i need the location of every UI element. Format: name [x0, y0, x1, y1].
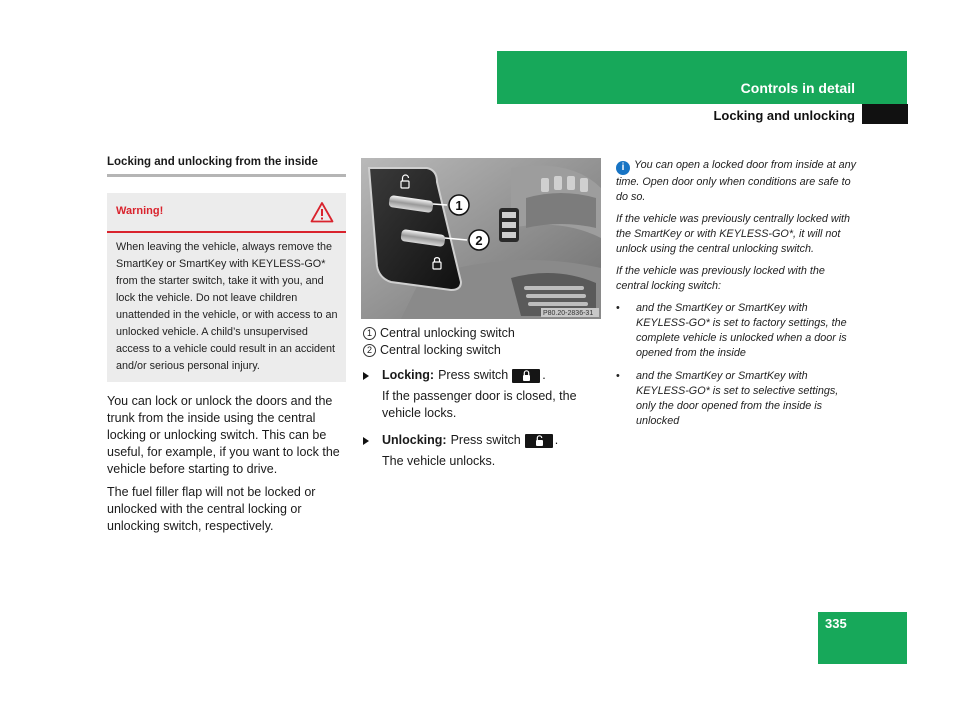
arrow-bullet-icon — [363, 437, 369, 445]
section-title: Controls in detail — [740, 80, 855, 96]
list-item-text: and the SmartKey or SmartKey with KEYLESS-GO* is set to factory settings, the complete vehicle is unlocked when a door is opened from the inside — [636, 301, 847, 359]
header-bar — [497, 51, 907, 104]
column-heading: Locking and unlocking from the inside — [107, 156, 318, 168]
legend-number: 1 — [363, 327, 376, 340]
step-unlocking: Unlocking: Press switch . — [363, 432, 603, 449]
legend-item — [363, 342, 515, 359]
list-item — [616, 301, 858, 361]
info-note — [616, 158, 858, 205]
paragraph: You can lock or unlock the doors and the trunk from the inside using the central locking or unlocking switch. This can be useful, for example, if you want to lock the vehicle before starting to drive. — [107, 394, 340, 476]
page-number-box — [818, 612, 907, 664]
step-name: Locking: — [382, 368, 435, 382]
info-text: You can open a locked door from inside at any time. Open door only when conditions are safe to do so. — [616, 159, 857, 203]
warning-box — [107, 193, 346, 382]
callout-2: 2 — [475, 233, 483, 248]
chapter-tab — [862, 104, 908, 124]
legend-label: Central unlocking switch — [380, 326, 515, 340]
legend-label: Central locking switch — [380, 343, 501, 357]
warning-header — [107, 193, 346, 233]
info-icon: i — [616, 161, 630, 175]
warning-triangle-icon — [310, 201, 334, 223]
list-item-text: and the SmartKey or SmartKey with KEYLESS-GO* is set to selective settings, only the door opened from the inside is unlocked — [636, 369, 839, 427]
bullet-icon: • — [616, 369, 620, 382]
legend-item — [363, 325, 515, 342]
notes-column — [616, 158, 858, 437]
instruction-steps — [363, 367, 603, 480]
step-result: The vehicle unlocks. — [382, 454, 496, 468]
unlock-switch-icon — [525, 434, 553, 448]
step-text: Press switch — [438, 368, 509, 382]
arrow-bullet-icon — [363, 372, 369, 380]
legend-number: 2 — [363, 344, 376, 357]
legend — [363, 325, 515, 359]
door-switch-illustration — [361, 158, 601, 319]
photo-code: P80.20-2836-31 — [543, 310, 594, 317]
callout-1: 1 — [455, 198, 463, 213]
step-text: Press switch — [450, 433, 521, 447]
bullet-icon: • — [616, 301, 620, 314]
page-number: 335 — [825, 616, 847, 631]
step-name: Unlocking: — [382, 433, 447, 447]
warning-title: Warning! — [116, 205, 164, 217]
step-result: If the passenger door is closed, the vehicle locks. — [382, 389, 577, 420]
note-paragraph: If the vehicle was previously centrally locked with the SmartKey or with KEYLESS-GO*, it will not unlock using the central unlocking switch. — [616, 212, 851, 255]
lock-switch-icon — [512, 369, 540, 383]
note-paragraph: If the vehicle was previously locked with the central locking switch: — [616, 264, 825, 292]
left-body — [107, 393, 347, 541]
door-switch-photo — [361, 158, 601, 319]
paragraph: The fuel filler flap will not be locked or unlocked with the central locking or unlocking switch, respectively. — [107, 485, 316, 533]
subsection-title: Locking and unlocking — [713, 108, 855, 123]
list-item — [616, 369, 858, 429]
warning-text: When leaving the vehicle, always remove the SmartKey or SmartKey with KEYLESS-GO* from the starter switch, take it with you, and lock the vehicle. Do not leave children unattended in the vehicle, or with access to an unlocked vehicle. A child’s unsupervised access to a vehicle could result in an accident and/or serious personal injury. — [116, 241, 338, 372]
heading-rule — [107, 174, 346, 177]
step-locking: Locking: Press switch . — [363, 367, 603, 384]
